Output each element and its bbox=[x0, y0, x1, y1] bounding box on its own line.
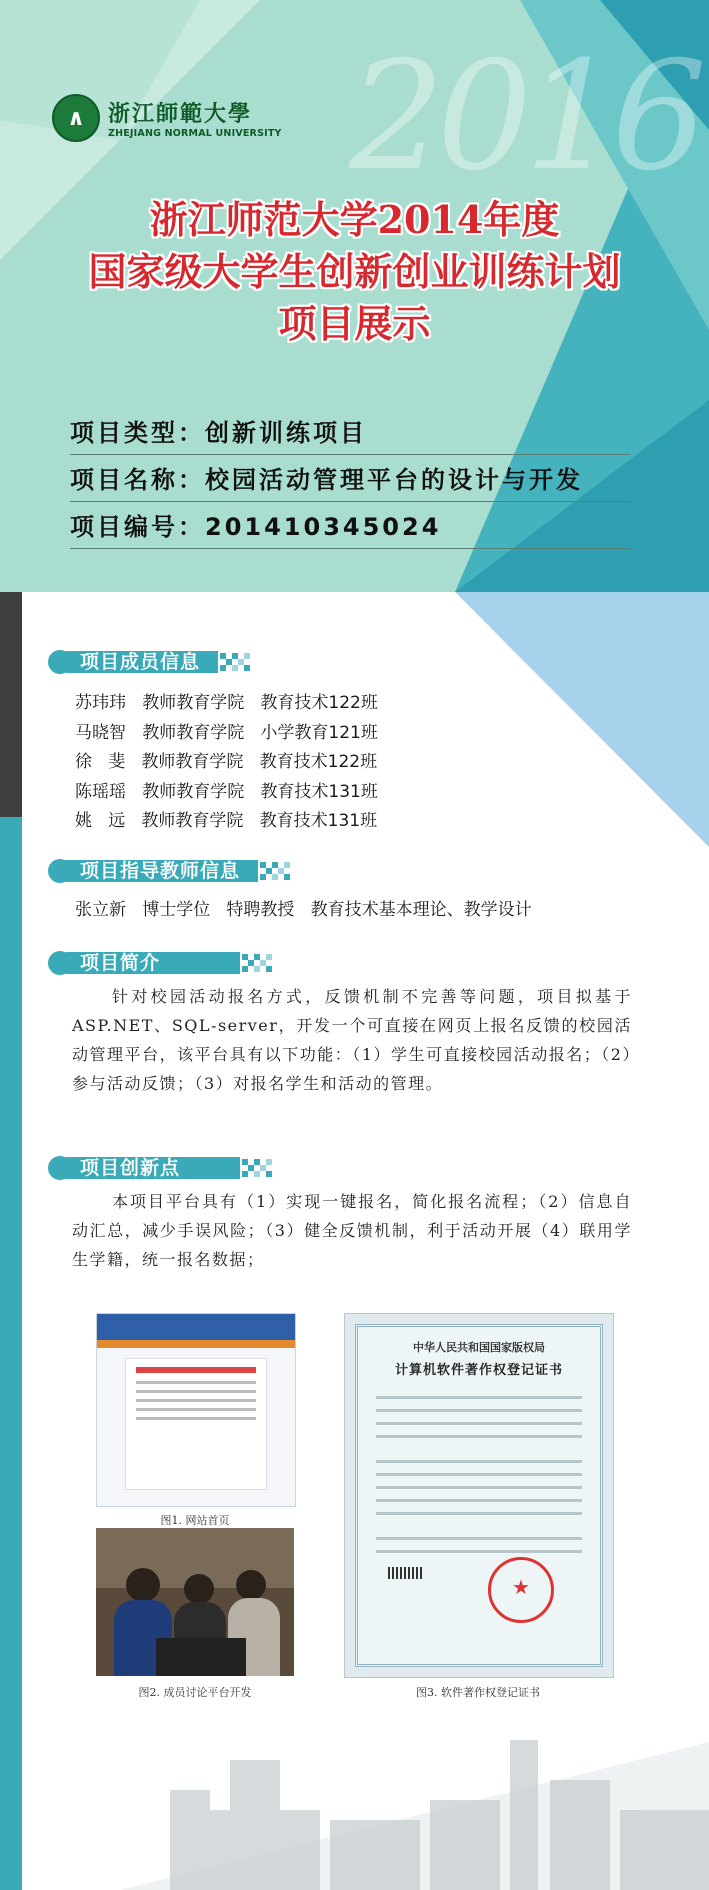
members-section-header bbox=[48, 650, 250, 674]
website-homepage-screenshot bbox=[96, 1313, 296, 1507]
section-dot-icon bbox=[48, 1156, 72, 1180]
section-dot-icon bbox=[48, 859, 72, 883]
official-seal-icon: ★ bbox=[488, 1557, 554, 1623]
innovation-section-header bbox=[48, 1156, 272, 1180]
checker-decor-icon bbox=[220, 653, 250, 671]
university-logo bbox=[52, 94, 282, 142]
project-number: 项目编号：201410345024 bbox=[70, 507, 630, 549]
checker-decor-icon bbox=[242, 954, 272, 972]
year-watermark: 2016 bbox=[349, 30, 699, 204]
university-seal-icon: ∧ bbox=[52, 94, 100, 142]
checker-decor-icon bbox=[260, 862, 290, 880]
member-row: 姚 远 教师教育学院 教育技术131班 bbox=[75, 811, 378, 831]
member-row: 徐 斐 教师教育学院 教育技术122班 bbox=[75, 752, 378, 772]
campus-skyline-watermark bbox=[170, 1720, 709, 1890]
title-line-2: 国家级大学生创新创业训练计划 bbox=[88, 249, 621, 294]
section-dot-icon bbox=[48, 650, 72, 674]
header-banner bbox=[0, 0, 709, 592]
team-discussion-photo bbox=[96, 1528, 294, 1676]
logo-english-name: ZHEJIANG NORMAL UNIVERSITY bbox=[108, 128, 282, 139]
innovation-paragraph: 本项目平台具有（1）实现一键报名，简化报名流程；（2）信息自动汇总，减少手误风险；（3）健全反馈机制，利于活动开展（4）联用学生学籍，统一报名数据； bbox=[72, 1192, 632, 1269]
member-row: 陈瑶瑶 教师教育学院 教育技术131班 bbox=[75, 782, 378, 802]
advisor-section-header bbox=[48, 859, 290, 883]
members-section-title: 项目成员信息 bbox=[66, 651, 218, 673]
certificate-header-2: 计算机软件著作权登记证书 bbox=[394, 1363, 563, 1378]
title-line-3: 项目展示 bbox=[278, 301, 431, 346]
intro-paragraph: 针对校园活动报名方式，反馈机制不完善等问题，项目拟基于ASP.NET、SQL-server，开发一个可直接在网页上报名反馈的校园活动管理平台，该平台具有以下功能：（1）学生可直接校园活动报名；（2）参与活动反馈；（3）对报名学生和活动的管理。 bbox=[72, 987, 632, 1093]
checker-decor-icon bbox=[242, 1159, 272, 1177]
title-line-1: 浙江师范大学2014年度 bbox=[149, 197, 560, 242]
project-type: 项目类型：创新训练项目 bbox=[70, 413, 630, 455]
section-dot-icon bbox=[48, 951, 72, 975]
figure-1-caption: 图1. 网站首页 bbox=[160, 1514, 230, 1527]
project-name: 项目名称：校园活动管理平台的设计与开发 bbox=[70, 460, 630, 502]
intro-section-title: 项目简介 bbox=[66, 952, 240, 974]
figure-3-caption: 图3. 软件著作权登记证书 bbox=[416, 1686, 540, 1699]
member-row: 马晓智 教师教育学院 小学教育121班 bbox=[75, 723, 378, 743]
intro-section-header bbox=[48, 951, 272, 975]
innovation-section-title: 项目创新点 bbox=[66, 1157, 240, 1179]
left-accent-bar-teal bbox=[0, 817, 22, 1890]
advisor-info: 张立新 博士学位 特聘教授 教育技术基本理论、教学设计 bbox=[75, 900, 532, 920]
figure-2-caption: 图2. 成员讨论平台开发 bbox=[138, 1686, 252, 1699]
advisor-section-title: 项目指导教师信息 bbox=[66, 860, 258, 882]
left-accent-bar-dark bbox=[0, 592, 22, 817]
software-copyright-certificate bbox=[344, 1313, 614, 1678]
certificate-header-1: 中华人民共和国国家版权局 bbox=[413, 1341, 545, 1354]
logo-chinese-name: 浙江師範大學 bbox=[108, 101, 253, 127]
member-row: 苏玮玮 教师教育学院 教育技术122班 bbox=[75, 693, 378, 713]
barcode-icon bbox=[388, 1567, 424, 1579]
